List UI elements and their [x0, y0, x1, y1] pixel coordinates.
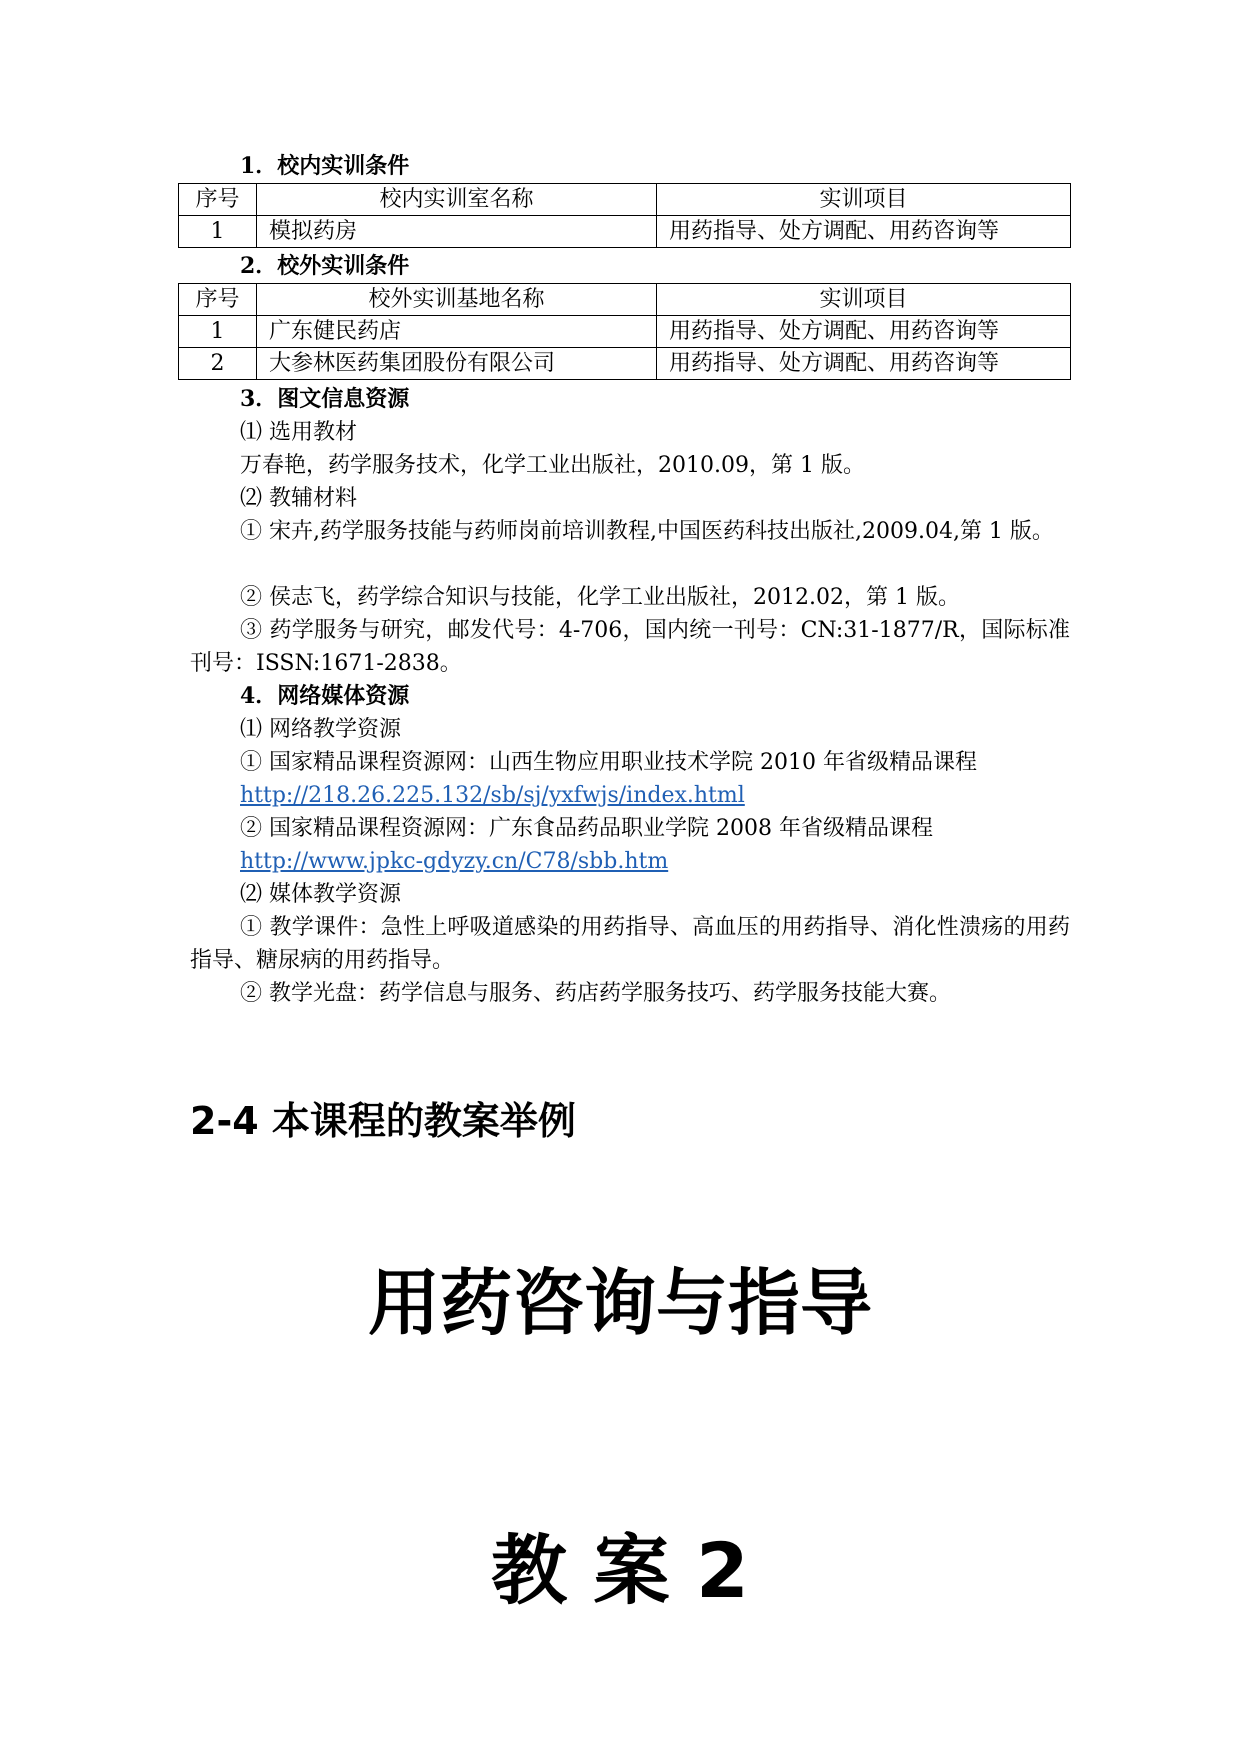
- header-cell: 校外实训基地名称: [257, 284, 657, 316]
- offcampus-table: [178, 283, 1071, 380]
- media-resource-1: ① 教学课件：急性上呼吸道感染的用药指导、高血压的用药指导、消化性溃疡的用药指导、糖尿病的用药指导。: [190, 915, 1070, 973]
- s3-heading: 3．图文信息资源: [240, 386, 410, 412]
- s2-heading: 2．校外实训条件: [240, 253, 410, 279]
- link-2-row: [190, 845, 1120, 878]
- oncampus-table: [178, 183, 1071, 248]
- table-cell: 1: [179, 216, 257, 248]
- aux-material-1: ① 宋卉,药学服务技能与药师岗前培训教程,中国医药科技出版社,2009.04,第 1 版。: [240, 519, 1054, 544]
- link-1-row: [190, 779, 1120, 812]
- header-cell: 实训项目: [657, 184, 1071, 216]
- resource-link-2[interactable]: http://www.jpkc-gdyzy.cn/C78/sbb.htm: [240, 849, 669, 874]
- main-title: 用药咨询与指导: [367, 1261, 872, 1345]
- resource-link-1[interactable]: http://218.26.225.132/sb/sj/yxfwjs/index.html: [240, 783, 745, 808]
- table-header-row: [179, 184, 1071, 216]
- network-resource-1: ① 国家精品课程资源网：山西生物应用职业技术学院 2010 年省级精品课程: [240, 750, 977, 775]
- header-cell: 校内实训室名称: [257, 184, 657, 216]
- media-resources-subheading: ⑵ 媒体教学资源: [240, 882, 401, 907]
- aux-materials-subheading: ⑵ 教辅材料: [240, 486, 357, 511]
- table-row: [179, 216, 1071, 248]
- table-cell: 模拟药房: [257, 216, 657, 248]
- network-resource-2: ② 国家精品课程资源网：广东食品药品职业学院 2008 年省级精品课程: [240, 816, 933, 841]
- s1-heading: 1．校内实训条件: [240, 153, 410, 179]
- table-cell: 1: [179, 316, 257, 348]
- table-cell: 广东健民药店: [257, 316, 657, 348]
- header-cell: 实训项目: [657, 284, 1071, 316]
- aux-material-3: ③ 药学服务与研究，邮发代号：4-706，国内统一刊号：CN:31-1877/R，国际标准刊号：ISSN:1671-2838。: [190, 618, 1070, 676]
- s4-heading: 4．网络媒体资源: [240, 683, 410, 709]
- textbook-subheading: ⑴ 选用教材: [240, 420, 357, 445]
- table-cell: 2: [179, 348, 257, 380]
- table-cell: 用药指导、处方调配、用药咨询等: [657, 348, 1071, 380]
- header-cell: 序号: [179, 184, 257, 216]
- media-resource-2: ② 教学光盘：药学信息与服务、药店药学服务技巧、药学服务技能大赛。: [240, 981, 951, 1006]
- aux-material-2: ② 侯志飞，药学综合知识与技能，化学工业出版社，2012.02，第 1 版。: [240, 585, 960, 610]
- textbook-entry: 万春艳，药学服务技术，化学工业出版社，2010.09，第 1 版。: [240, 453, 865, 478]
- lesson-plan-title: 教 案 2: [491, 1526, 749, 1615]
- section-title: 2-4 本课程的教案举例: [190, 1099, 576, 1143]
- header-cell: 序号: [179, 284, 257, 316]
- table-cell: 用药指导、处方调配、用药咨询等: [657, 216, 1071, 248]
- table-header-row: [179, 284, 1071, 316]
- table-row: [179, 348, 1071, 380]
- table-row: [179, 316, 1071, 348]
- network-resources-subheading: ⑴ 网络教学资源: [240, 717, 401, 742]
- table-cell: 大参林医药集团股份有限公司: [257, 348, 657, 380]
- table-cell: 用药指导、处方调配、用药咨询等: [657, 316, 1071, 348]
